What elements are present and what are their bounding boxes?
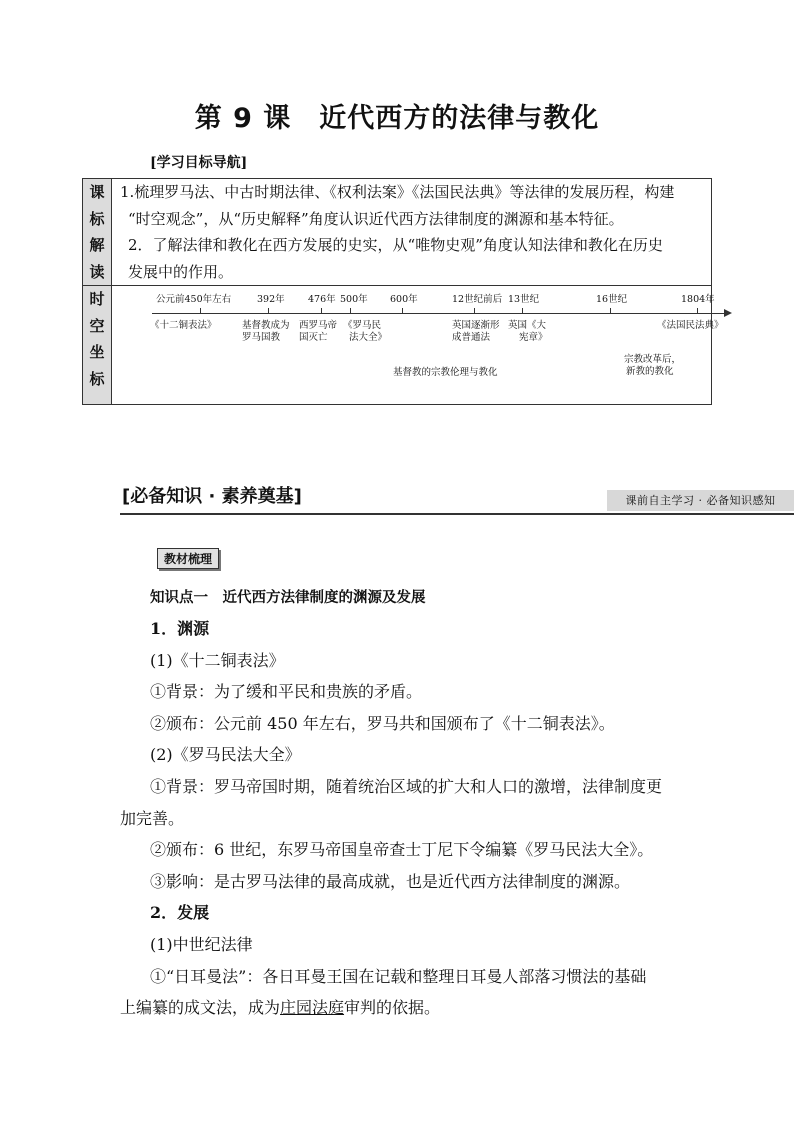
timeline-event: 《十二铜表法》	[150, 320, 217, 331]
timeline-cell	[112, 286, 724, 405]
study-goals-table	[82, 178, 724, 405]
goal-1-line-2: “时空观念”，从“历史解释”角度认识近代西方法律制度的渊源和基本特征。	[128, 209, 624, 228]
lesson-number: 第 9 课	[194, 103, 292, 134]
timeline-date: 1804年	[681, 294, 715, 305]
timeline-tick	[268, 308, 269, 314]
heading-development: 2．发展	[150, 903, 210, 923]
timeline-tick	[200, 308, 201, 314]
timeline-tick	[474, 308, 475, 314]
paragraph: 上编纂的成文法，成为庄园法庭审判的依据。	[120, 998, 441, 1018]
timeline	[112, 286, 724, 404]
heading-origins: 1．渊源	[150, 619, 210, 638]
timeline-event: 宪章》	[519, 332, 548, 343]
paragraph: ①“日耳曼法”：各日耳曼王国在记载和整理日耳曼人部落习惯法的基础	[150, 966, 647, 986]
study-goals-label: [学习目标导航]	[150, 155, 248, 171]
curriculum-goals	[112, 179, 712, 286]
timeline-event: 英国逐渐形	[452, 320, 500, 331]
subheading-medieval-law: (1)中世纪法律	[150, 934, 253, 954]
section-heading: [必备知识 · 素养奠基]	[122, 486, 302, 507]
curriculum-reading-label: 课 标 解 读	[83, 179, 112, 286]
timeline-tick	[402, 308, 403, 314]
paragraph: ①背景：为了缓和平民和贵族的矛盾。	[150, 682, 423, 702]
paragraph: ②颁布：公元前 450 年左右，罗马共和国颁布了《十二铜表法》。	[150, 713, 615, 733]
timeline-event: 宗教改革后，	[624, 354, 682, 365]
lesson-title-text: 近代西方的法律与教化	[319, 103, 600, 134]
timeline-event: 西罗马帝	[299, 320, 338, 331]
timeline-tick	[610, 308, 611, 314]
timeline-tick	[350, 308, 351, 314]
paragraph: ①背景：罗马帝国时期，随着统治区域的扩大和人口的激增，法律制度更	[150, 776, 663, 796]
timeline-event: 基督教成为	[242, 320, 290, 331]
timeline-tick	[697, 308, 698, 314]
timeline-event: 英国《大	[508, 320, 547, 331]
timeline-label: 时 空 坐 标	[83, 286, 112, 405]
subheading-twelve-tables: (1)《十二铜表法》	[150, 650, 285, 670]
timeline-date: 13世纪	[508, 294, 540, 305]
subheading-corpus-juris: (2)《罗马民法大全》	[150, 745, 301, 765]
textbook-outline-badge: 教材梳理	[157, 548, 219, 569]
paragraph: 加完善。	[120, 808, 185, 828]
timeline-event: 法大全》	[349, 332, 388, 343]
timeline-event: 成普通法	[452, 332, 491, 343]
section-divider	[120, 513, 794, 515]
lesson-title	[0, 96, 794, 135]
section-tag: 课前自主学习 · 必备知识感知	[607, 490, 794, 511]
timeline-date: 公元前450年左右	[156, 294, 232, 305]
paragraph: ②颁布：6 世纪，东罗马帝国皇帝查士丁尼下令编纂《罗马民法大全》。	[150, 840, 654, 860]
goal-2-line-2: 发展中的作用。	[128, 262, 234, 281]
timeline-date: 600年	[390, 294, 418, 305]
main-content	[120, 582, 680, 1024]
timeline-date: 16世纪	[596, 294, 628, 305]
underlined-term: 庄园法庭	[280, 998, 345, 1018]
timeline-tick	[522, 308, 523, 314]
knowledge-point-title: 知识点一 近代西方法律制度的渊源及发展	[150, 589, 426, 606]
goal-1-line-1: 1.梳理罗马法、中古时期法律、《权利法案》《法国民法典》等法律的发展历程，构建	[120, 183, 675, 201]
timeline-event: 新教的教化	[626, 366, 674, 377]
timeline-tick	[321, 308, 322, 314]
timeline-event: 国灭亡	[299, 332, 328, 343]
timeline-date: 476年	[308, 294, 336, 305]
timeline-date: 500年	[340, 294, 368, 305]
timeline-event: 《法国民法典》	[657, 320, 724, 331]
goal-2-line-1: 2．了解法律和教化在西方发展的史实，从“唯物史观”角度认知法律和教化在历史	[128, 236, 663, 254]
timeline-axis	[152, 313, 728, 314]
timeline-date: 392年	[257, 294, 285, 305]
timeline-arrow-icon	[724, 309, 732, 317]
timeline-event: 基督教的宗教伦理与教化	[393, 367, 498, 378]
timeline-event: 《罗马民	[343, 320, 382, 331]
paragraph: ③影响：是古罗马法律的最高成就，也是近代西方法律制度的渊源。	[150, 871, 631, 891]
timeline-date: 12世纪前后	[452, 294, 503, 305]
timeline-event: 罗马国教	[242, 332, 281, 343]
